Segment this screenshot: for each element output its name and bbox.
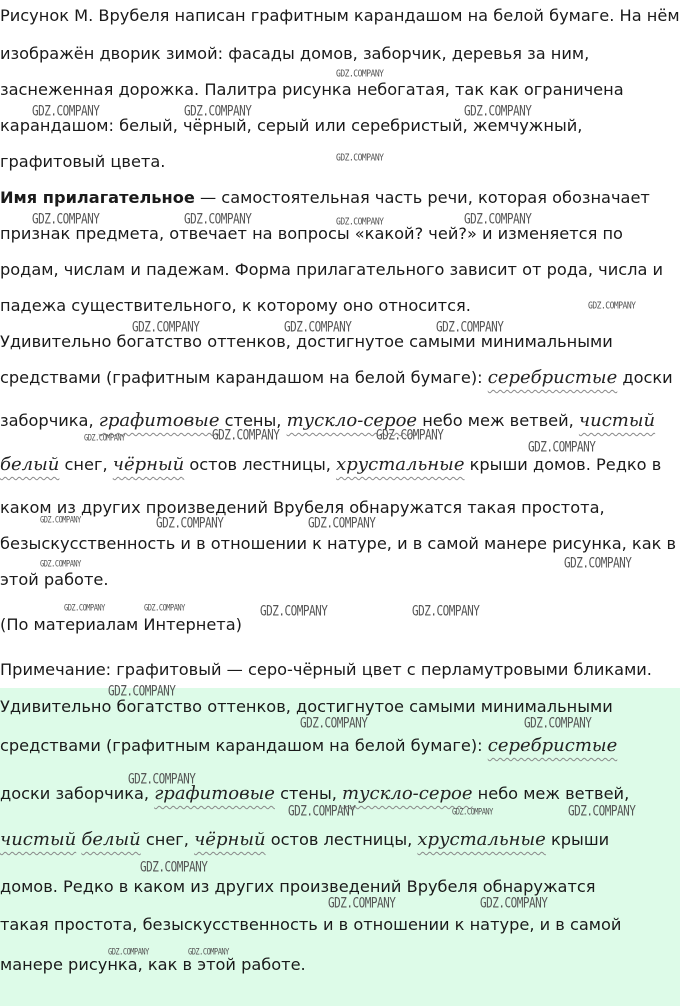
watermark: GDZ.COMPANY [260,603,328,620]
adjective-hrustalnye: хрустальные [336,454,465,475]
watermark: GDZ.COMPANY [140,859,208,876]
adjective-tusklo-seroe: тускло-серое [342,783,473,804]
adjective-chisty: чистый [0,829,77,850]
watermark: GDZ.COMPANY [568,803,636,820]
watermark: GDZ.COMPANY [156,515,224,532]
watermark: GDZ.COMPANY [436,319,504,336]
watermark: GDZ.COMPANY [32,211,100,228]
text: стены, [219,411,287,430]
intro-line-2: изображён дворик зимой: фасады домов, заборчик, деревья за ним, [0,44,590,63]
watermark: GDZ.COMPANY [412,603,480,620]
example1-line-7: этой работе. [0,570,109,589]
example2-line-2 [0,735,617,756]
adjective-cherny: чёрный [194,829,266,850]
watermark: GDZ.COMPANY [480,895,548,912]
watermark: GDZ.COMPANY [588,300,636,311]
watermark: GDZ.COMPANY [284,319,352,336]
intro-line-1: Рисунок М. Врубеля написан графитным карандашом на белой бумаге. На нём [0,6,680,25]
watermark: GDZ.COMPANY [328,895,396,912]
example2-line-4 [0,829,609,850]
adjective-grafitovye: графитовые [98,410,220,431]
watermark: GDZ.COMPANY [40,559,81,569]
example1-line-1: Удивительно богатство оттенков, достигнутое самыми минимальными [0,332,613,351]
text: доски [617,368,673,387]
text: стены, [274,784,343,803]
example2-line-7: манере рисунка, как в этой работе. [0,955,306,974]
watermark: GDZ.COMPANY [108,683,176,700]
text: крыши [545,830,610,849]
example1-line-4 [0,454,661,475]
adjective-bely: белый [81,829,141,850]
adjective-grafitovye: графитовые [154,783,275,804]
watermark: GDZ.COMPANY [40,515,81,525]
definition-line-3: родам, числам и падежам. Форма прилагательного зависит от рода, числа и [0,260,664,279]
text: остов лестницы, [265,830,418,849]
watermark: GDZ.COMPANY [376,427,444,444]
definition-line-1 [0,188,650,207]
text: снег, [140,830,195,849]
intro-line-4: карандашом: белый, чёрный, серый или серебристый, жемчужный, [0,116,583,135]
watermark: GDZ.COMPANY [184,103,252,120]
source-line: (По материалам Интернета) [0,615,242,634]
example1-line-3 [0,410,655,431]
watermark: GDZ.COMPANY [336,152,384,163]
example2-line-5: домов. Редко в каком из других произведений Врубеля обнаружатся [0,877,596,896]
text: небо меж ветвей, [417,411,579,430]
text: снег, [59,455,113,474]
adjective-hrustalnye: хрустальные [417,829,546,850]
text: заборчика, [0,411,99,430]
watermark: GDZ.COMPANY [464,103,532,120]
text: доски заборчика, [0,784,155,803]
watermark: GDZ.COMPANY [108,947,149,957]
watermark: GDZ.COMPANY [212,427,280,444]
watermark: GDZ.COMPANY [524,715,592,732]
watermark: GDZ.COMPANY [464,211,532,228]
watermark: GDZ.COMPANY [336,216,384,227]
watermark: GDZ.COMPANY [528,439,596,456]
watermark: GDZ.COMPANY [144,603,185,613]
example2-line-3 [0,783,629,804]
watermark: GDZ.COMPANY [132,319,200,336]
watermark: GDZ.COMPANY [188,947,229,957]
watermark: GDZ.COMPANY [300,715,368,732]
watermark: GDZ.COMPANY [288,803,356,820]
adjective-tusklo-seroe: тускло-серое [286,410,418,431]
watermark: GDZ.COMPANY [32,103,100,120]
text: средствами (графитным карандашом на белой бумаге): [0,736,488,755]
example1-line-5: каком из других произведений Врубеля обнаружатся такая простота, [0,498,605,517]
watermark: GDZ.COMPANY [184,211,252,228]
watermark: GDZ.COMPANY [452,807,493,817]
text: небо меж ветвей, [472,784,630,803]
definition-line-2: признак предмета, отвечает на вопросы «какой? чей?» и изменяется по [0,224,623,243]
watermark: GDZ.COMPANY [128,771,196,788]
note-line: Примечание: графитовый — серо-чёрный цвет с перламутровыми бликами. [0,660,652,679]
text: остов лестницы, [184,455,337,474]
adjective-serebristye: серебристые [487,367,618,388]
definition-rest: — самостоятельная часть речи, которая обозначает [194,188,650,207]
adjective-chisty: чистый [578,410,656,431]
intro-line-5: графитовый цвета. [0,152,166,171]
adjective-cherny: чёрный [112,454,185,475]
adjective-serebristye: серебристые [487,735,618,756]
definition-line-4: падежа существительного, к которому оно относится. [0,296,471,315]
watermark: GDZ.COMPANY [84,433,125,443]
example2-line-6: такая простота, безыскусственность и в отношении к натуре, и в самой [0,915,622,934]
intro-line-3: заснеженная дорожка. Палитра рисунка небогатая, так как ограничена [0,80,624,99]
example1-line-6: безыскусственность и в отношении к натуре, и в самой манере рисунка, как в [0,534,677,553]
adjective-bely: белый [0,454,60,475]
definition-term: Имя прилагательное [0,188,195,207]
watermark: GDZ.COMPANY [336,68,384,79]
watermark: GDZ.COMPANY [64,603,105,613]
text: крыши домов. Редко в [464,455,662,474]
watermark: GDZ.COMPANY [308,515,376,532]
example1-line-2 [0,367,673,388]
example2-line-1: Удивительно богатство оттенков, достигнутое самыми минимальными [0,697,613,716]
text: средствами (графитным карандашом на белой бумаге): [0,368,488,387]
watermark: GDZ.COMPANY [564,555,632,572]
